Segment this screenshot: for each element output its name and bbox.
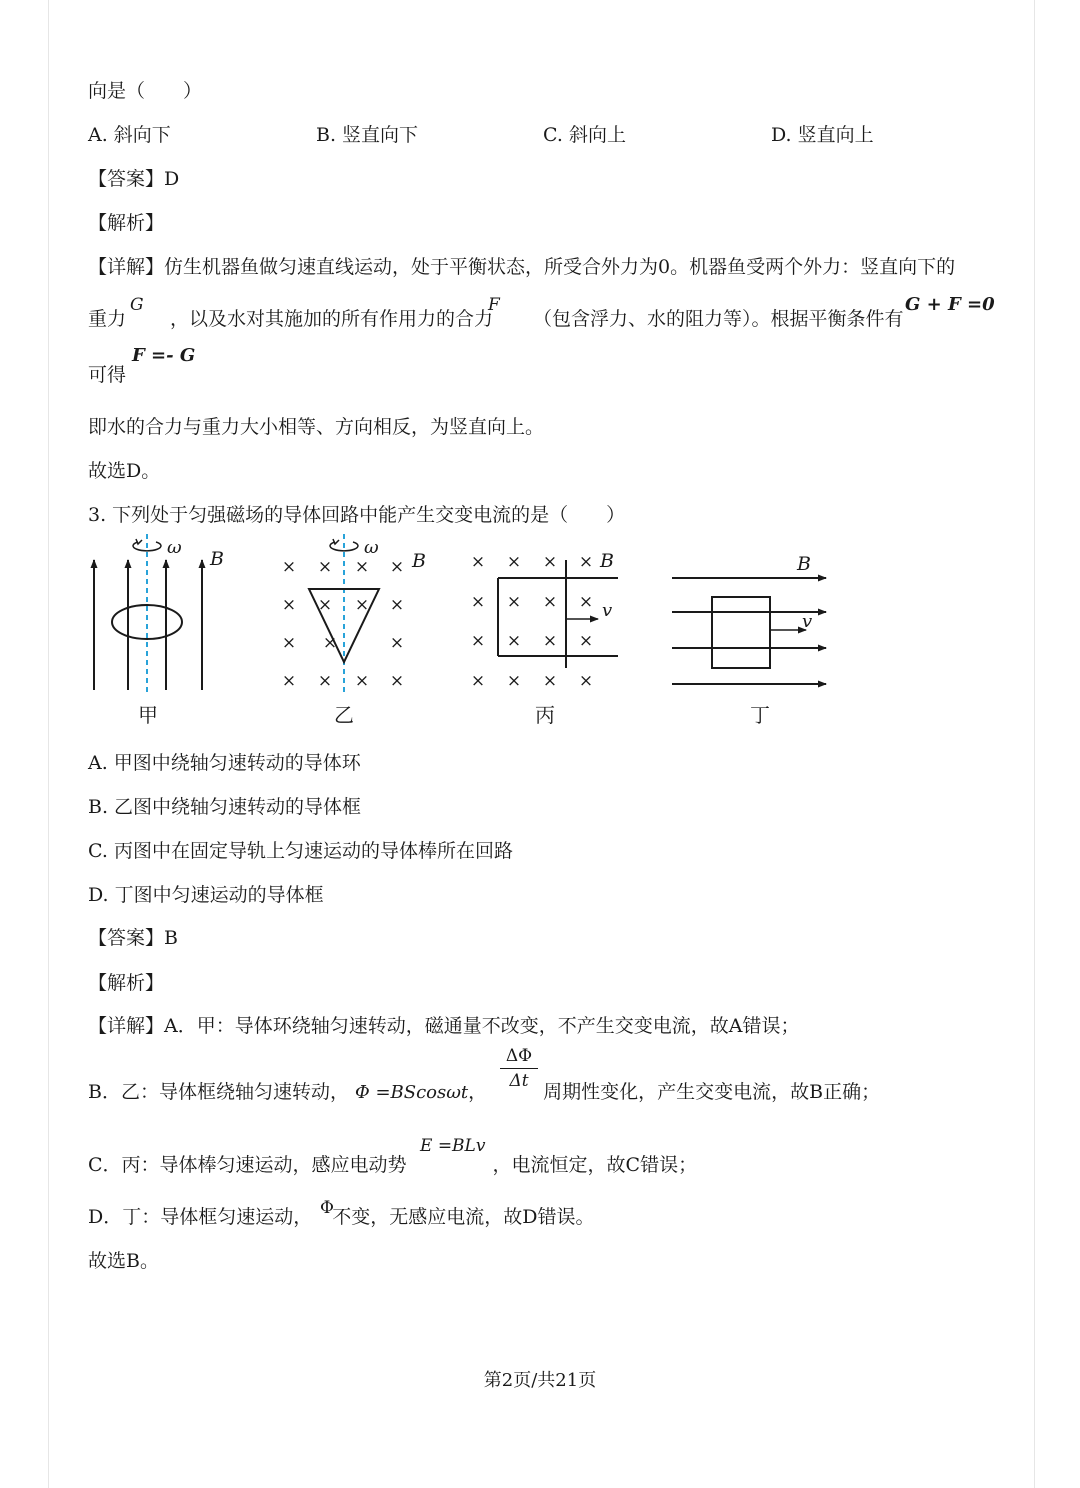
bing-cross: × [470, 592, 486, 612]
yi-cross: × [281, 595, 297, 615]
bing-cross: × [578, 552, 594, 572]
q3-symbol-phi: Φ [320, 1198, 334, 1218]
yi-cross: × [281, 671, 297, 691]
q2-symbol-f: F [488, 295, 500, 315]
q3-detail-c-text-2: ，电流恒定，故C错误； [492, 1154, 698, 1176]
q3-detail-b-text-2: 周期性变化，产生交变电流，故B正确； [543, 1081, 881, 1103]
bing-cross: × [542, 552, 558, 572]
q3-detail-b-text-1: B．乙：导体框绕轴匀速转动， [88, 1081, 349, 1103]
bing-cross: × [470, 631, 486, 651]
q3-detail-d-text-2: 不变，无感应电流，故D错误。 [332, 1206, 595, 1228]
yi-cross: × [281, 633, 297, 653]
q3-fraction-denominator: Δt [509, 1071, 529, 1091]
q3-option-a: A. 甲图中绕轴匀速转动的导体环 [88, 752, 361, 774]
q3-fraction [500, 1046, 538, 1091]
figure-label-yi: 乙 [334, 703, 354, 727]
bing-cross: × [578, 671, 594, 691]
yi-cross: × [389, 557, 405, 577]
page-footer: 第2页/共21页 [483, 1370, 597, 1391]
yi-cross: × [317, 557, 333, 577]
q2-option-c: C. 斜向上 [543, 124, 626, 146]
q3-option-c: C. 丙图中在固定导轨上匀速运动的导体棒所在回路 [88, 840, 513, 862]
q2-option-d: D. 竖直向上 [771, 124, 874, 146]
q3-detail-c-text-1: C．丙：导体棒匀速运动，感应电动势 [88, 1154, 407, 1176]
yi-cross: × [389, 595, 405, 615]
bing-v-label: v [602, 600, 613, 621]
q3-analysis-heading: 【解析】 [88, 972, 165, 994]
ding-b-label: B [797, 553, 811, 575]
figure-label-bing: 丙 [535, 703, 555, 727]
q2-detail-line-3: 可得 [88, 364, 127, 386]
yi-cross: × [317, 595, 333, 615]
q2-conclusion: 故选D。 [88, 460, 161, 482]
q3-detail-d [88, 1204, 594, 1230]
bing-cross: × [506, 631, 522, 651]
q2-option-b: B. 竖直向下 [316, 124, 419, 146]
page-border-right [1034, 0, 1035, 1488]
bing-cross: × [470, 552, 486, 572]
q2-symbol-g: G [130, 295, 144, 315]
yi-cross: × [322, 633, 338, 653]
yi-cross: × [281, 557, 297, 577]
q2-analysis-heading: 【解析】 [88, 212, 165, 234]
figure-label-jia: 甲 [138, 703, 158, 727]
bing-cross: × [506, 671, 522, 691]
q3-detail-b-comma: ， [468, 1081, 488, 1103]
yi-cross: × [354, 557, 370, 577]
figure-ding [672, 553, 826, 684]
bing-cross: × [506, 552, 522, 572]
q2-option-a: A. 斜向下 [88, 124, 171, 146]
bing-cross: × [506, 592, 522, 612]
q3-detail-d-text-1: D．丁：导体框匀速运动， [88, 1206, 313, 1228]
q3-detail-b [88, 1079, 880, 1106]
q2-detail-2b: ，以及水对其施加的所有作用力的合力 [170, 308, 494, 330]
yi-omega: ω [364, 537, 379, 558]
q2-stem-tail: 向是（ ） [88, 80, 203, 102]
jia-omega: ω [167, 537, 182, 558]
yi-cross: × [354, 671, 370, 691]
bing-cross: × [542, 631, 558, 651]
bing-cross: × [578, 592, 594, 612]
yi-cross: × [317, 671, 333, 691]
yi-b-label: B [412, 550, 426, 572]
q3-equation-phi: Φ =BScosωt [354, 1082, 469, 1103]
figure-label-ding: 丁 [750, 703, 770, 727]
bing-cross: × [542, 671, 558, 691]
q2-equation-2: F =- G [132, 345, 196, 366]
bing-cross: × [542, 592, 558, 612]
q3-detail-c [88, 1152, 697, 1178]
figure-jia [94, 534, 224, 696]
q3-option-b: B. 乙图中绕轴匀速转动的导体框 [88, 796, 362, 818]
q2-detail-2c: （包含浮力、水的阻力等）。根据平衡条件有 [533, 308, 904, 330]
q3-detail-a: 【详解】A．甲：导体环绕轴匀速转动，磁通量不改变，不产生交变电流，故A错误； [88, 1015, 800, 1037]
q3-stem: 3. 下列处于匀强磁场的导体回路中能产生交变电流的是（ ） [88, 504, 626, 526]
figure-yi [282, 534, 426, 696]
bing-cross: × [578, 631, 594, 651]
q3-answer: 【答案】B [88, 927, 178, 949]
q3-conclusion: 故选B。 [88, 1250, 159, 1272]
figure-bing [471, 550, 618, 691]
yi-cross: × [354, 595, 370, 615]
ding-v-label: v [802, 611, 813, 632]
q2-detail-2a: 重力 [88, 308, 127, 330]
jia-b-label: B [210, 548, 224, 570]
bing-cross: × [470, 671, 486, 691]
q2-detail-line-4: 即水的合力与重力大小相等、方向相反，为竖直向上。 [88, 416, 545, 438]
q2-detail-line-1: 【详解】仿生机器鱼做匀速直线运动，处于平衡状态，所受合外力为0。机器鱼受两个外力：竖直向下的 [88, 256, 956, 278]
q3-option-d: D. 丁图中匀速运动的导体框 [88, 884, 324, 906]
bing-b-label: B [600, 550, 614, 572]
q3-fraction-numerator: ΔΦ [505, 1046, 533, 1066]
page-border-left [48, 0, 49, 1488]
q2-equation-1: G + F =0 [905, 294, 995, 315]
q2-answer: 【答案】D [88, 168, 180, 190]
q3-equation-e: E =BLv [420, 1136, 486, 1156]
yi-cross: × [389, 671, 405, 691]
q3-fraction-bar [500, 1068, 538, 1069]
yi-cross: × [389, 633, 405, 653]
